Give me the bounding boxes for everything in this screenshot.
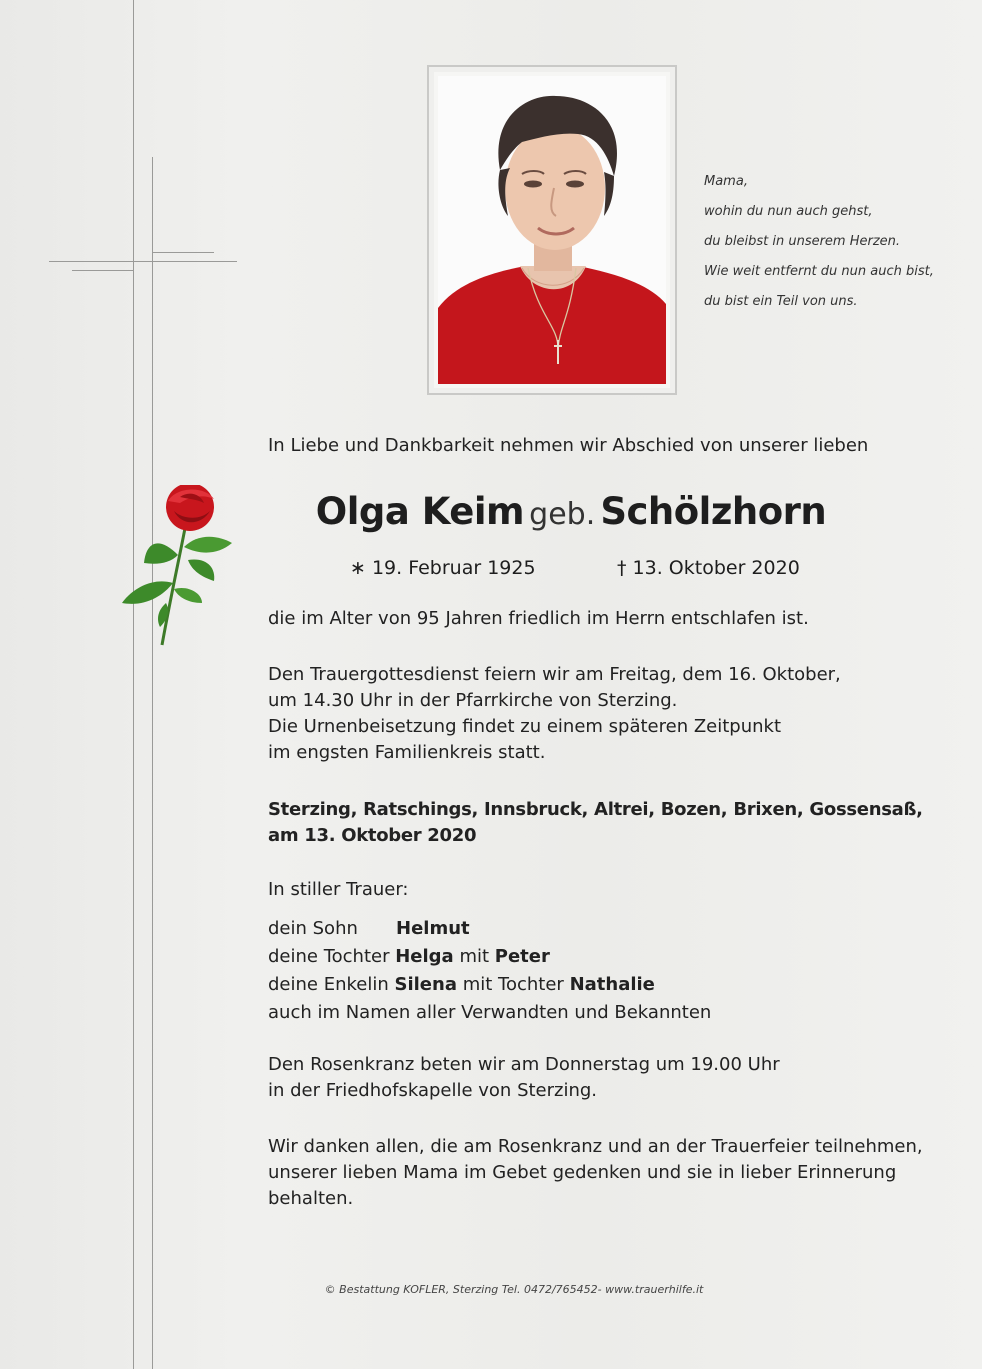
cross-vertical-line-left [133,0,134,1369]
rosary-line: Den Rosenkranz beten wir am Donnerstag um 19.00 Uhr [268,1054,780,1075]
portrait-frame [427,65,677,395]
footer-credit: © Bestattung KOFLER, Sterzing Tel. 0472/765452- www.trauerhilfe.it [324,1283,704,1296]
service-paragraph [268,662,841,766]
thanks-line: behalten. [268,1188,354,1209]
poem-line: wohin du nun auch gehst, [704,204,873,219]
family-row-relatives: auch im Namen aller Verwandten und Bekannten [268,1002,712,1023]
portrait-photo [438,76,666,384]
family-role: deine Enkelin [268,974,389,995]
poem-line: du bist ein Teil von uns. [704,294,858,309]
service-line: im engsten Familienkreis statt. [268,742,546,763]
family-partner: Peter [494,946,550,967]
mourning-heading: In stiller Trauer: [268,879,409,900]
birth-star-icon: ∗ [350,557,366,579]
name-geb: geb. [529,497,596,532]
thanks-line: unserer lieben Mama im Gebet gedenken und sie in lieber Erinnerung [268,1162,897,1183]
family-list [268,915,711,1027]
family-row-son [268,915,711,943]
service-line: Die Urnenbeisetzung findet zu einem späteren Zeitpunkt [268,716,782,737]
death-date-text: 13. Oktober 2020 [632,557,800,579]
portrait-illustration [438,76,666,384]
death-date [617,557,800,579]
name-maiden: Schölzhorn [600,490,827,533]
family-row-granddaughter [268,971,711,999]
memorial-poem [704,170,934,320]
family-joiner: mit Tochter [462,974,564,995]
poem-line: Wie weit entfernt du nun auch bist, [704,264,934,279]
places-date [268,797,923,849]
cross-horizontal-line-mid [49,261,237,262]
birth-date-text: 19. Februar 1925 [371,557,536,579]
death-cross-icon: † [617,557,627,579]
family-role: deine Tochter [268,946,390,967]
rosary-line: in der Friedhofskapelle von Sterzing. [268,1080,598,1101]
family-joiner: mit [459,946,490,967]
poem-line: Mama, [704,174,748,189]
cross-vertical-line-right [152,157,153,1369]
age-line: die im Alter von 95 Jahren friedlich im Herrn entschlafen ist. [268,608,809,629]
places-date-line: am 13. Oktober 2020 [268,825,477,846]
family-role: dein Sohn [268,918,358,939]
intro-text: In Liebe und Dankbarkeit nehmen wir Abschied von unserer lieben [268,435,869,456]
family-partner: Nathalie [569,974,655,995]
deceased-name [0,490,982,533]
thanks-paragraph [268,1134,923,1212]
service-line: Den Trauergottesdienst feiern wir am Freitag, dem 16. Oktober, [268,664,841,685]
family-row-daughter [268,943,711,971]
poem-line: du bleibst in unserem Herzen. [704,234,901,249]
family-name: Helmut [396,918,470,939]
cross-horizontal-line-bottom [72,270,134,271]
rosary-paragraph [268,1052,780,1104]
places-line: Sterzing, Ratschings, Innsbruck, Altrei, Bozen, Brixen, Gossensaß, [268,799,923,820]
birth-date [350,557,536,579]
cross-horizontal-line-top [152,252,214,253]
service-line: um 14.30 Uhr in der Pfarrkirche von Sterzing. [268,690,678,711]
family-name: Silena [394,974,457,995]
family-name: Helga [395,946,454,967]
thanks-line: Wir danken allen, die am Rosenkranz und an der Trauerfeier teilnehmen, [268,1136,923,1157]
name-first-last: Olga Keim [315,490,525,533]
